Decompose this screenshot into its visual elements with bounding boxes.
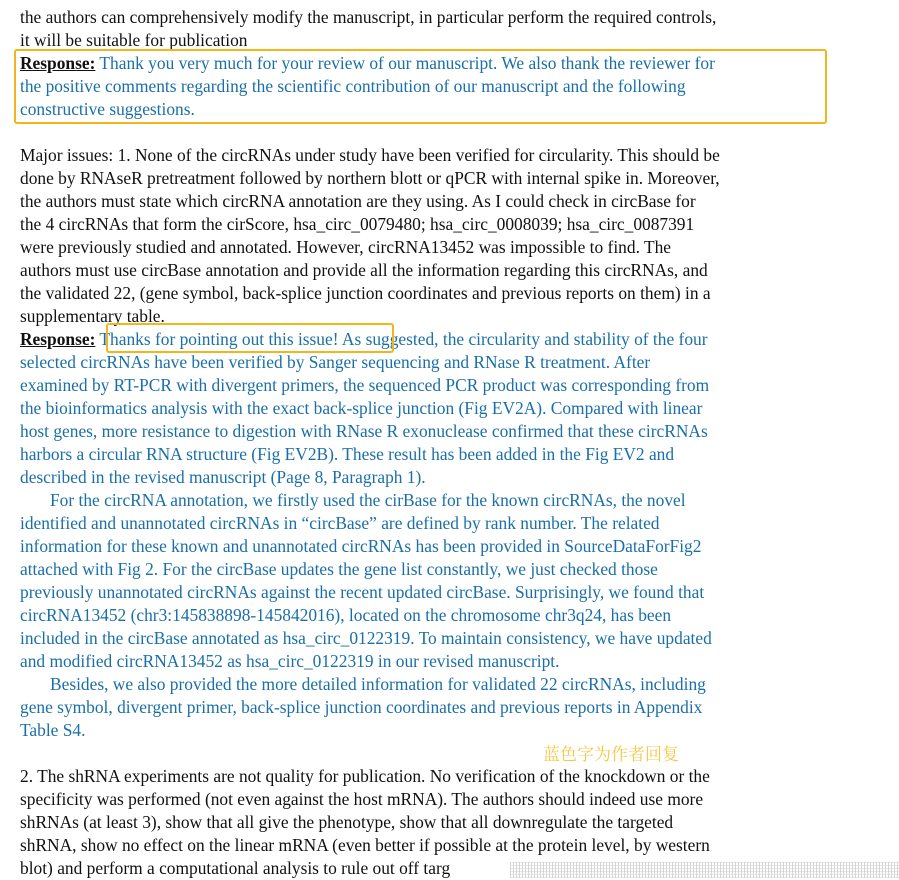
response-label: Response: bbox=[20, 53, 96, 73]
response2-line: described in the revised manuscript (Page 8, Paragraph 1). bbox=[20, 467, 426, 487]
review-document bbox=[20, 6, 835, 880]
major-issues-line: the 4 circRNAs that form the cirScore, hsa_circ_0079480; hsa_circ_0008039; hsa_circ_0087391 bbox=[20, 214, 695, 234]
major-issues-line: done by RNAseR pretreatment followed by northern blott or qPCR with internal spike in. Moreover, bbox=[20, 168, 720, 188]
major-issues-line: the authors must state which circRNA annotation are they using. As I could check in circBase for bbox=[20, 191, 696, 211]
intro-line: it will be suitable for publication bbox=[20, 30, 248, 50]
issue2-line: 2. The shRNA experiments are not quality for publication. No verification of the knockdown or the bbox=[20, 766, 710, 786]
response1-line: the positive comments regarding the scientific contribution of our manuscript and the following bbox=[20, 76, 686, 96]
response2-line: information for these known and unannotated circRNAs has been provided in SourceDataForFig2 bbox=[20, 536, 702, 556]
response2-line: the bioinformatics analysis with the exact back-splice junction (Fig EV2A). Compared with linear bbox=[20, 398, 703, 418]
paragraph-gap bbox=[20, 742, 835, 765]
response2-line: included in the circBase annotated as hsa_circ_0122319. To maintain consistency, we have updated bbox=[20, 628, 712, 648]
issue2-line: shRNAs (at least 3), show that all give the phenotype, show that all downregulate the targeted bbox=[20, 812, 674, 832]
response1-line: constructive suggestions. bbox=[20, 99, 195, 119]
response2-line: selected circRNAs have been verified by Sanger sequencing and RNase R treatment. After bbox=[20, 352, 651, 372]
pixelated-overlay bbox=[510, 862, 899, 878]
response1-line bbox=[20, 52, 835, 75]
response2-line: harbors a circular RNA structure (Fig EV2B). These result has been added in the Fig EV2 and bbox=[20, 444, 675, 464]
paragraph-gap bbox=[20, 121, 835, 144]
response2-line: circRNA13452 (chr3:145838898-145842016), located on the chromosome chr3q24, has been bbox=[20, 605, 672, 625]
response2-line: attached with Fig 2. For the circBase updates the gene list constantly, we just checked those bbox=[20, 559, 658, 579]
major-issues-line: authors must use circBase annotation and provide all the information regarding this circRNAs, and bbox=[20, 260, 708, 280]
author-reply-annotation: 蓝色字为作者回复 bbox=[543, 745, 679, 765]
response2-text: As suggested, the circularity and stability of the four bbox=[338, 329, 708, 349]
issue2-line: shRNA, show no effect on the linear mRNA (even better if possible at the protein level, by western bbox=[20, 835, 710, 855]
response-label: Response: bbox=[20, 329, 96, 349]
issue2-line: specificity was performed (not even against the host mRNA). The authors should indeed use more bbox=[20, 789, 704, 809]
response1-text: Thank you very much for your review of our manuscript. We also thank the reviewer for bbox=[95, 53, 715, 73]
response2-line: Besides, we also provided the more detailed information for validated 22 circRNAs, including bbox=[50, 674, 706, 694]
intro-line: the authors can comprehensively modify the manuscript, in particular perform the required controls, bbox=[20, 7, 717, 27]
response2-line: previously unannotated circRNAs against the recent updated circBase. Surprisingly, we found that bbox=[20, 582, 705, 602]
response2-line: identified and unannotated circRNAs in “circBase” are defined by rank number. The related bbox=[20, 513, 660, 533]
response2-line: Table S4. bbox=[20, 720, 86, 740]
major-issues-line: were previously studied and annotated. However, circRNA13452 was impossible to find. The bbox=[20, 237, 671, 257]
major-issues-line: Major issues: 1. None of the circRNAs under study have been verified for circularity. This should be bbox=[20, 145, 720, 165]
major-issues-line: the validated 22, (gene symbol, back-splice junction coordinates and previous reports on them) in a bbox=[20, 283, 711, 303]
response2-line: and modified circRNA13452 as hsa_circ_0122319 in our revised manuscript. bbox=[20, 651, 560, 671]
issue2-line: blot) and perform a computational analysis to rule out off targ bbox=[20, 858, 451, 878]
major-issues-line: supplementary table. bbox=[20, 306, 165, 326]
response2-line: gene symbol, divergent primer, back-splice junction coordinates and previous reports in Appendix bbox=[20, 697, 703, 717]
response2-line: host genes, more resistance to digestion with RNase R exonuclease confirmed that these circRNAs bbox=[20, 421, 708, 441]
response2-line: examined by RT-PCR with divergent primers, the sequenced PCR product was corresponding from bbox=[20, 375, 710, 395]
response2-line: For the circRNA annotation, we firstly used the cirBase for the known circRNAs, the novel bbox=[50, 490, 686, 510]
response2-line bbox=[20, 328, 835, 351]
response2-highlight-text: Thanks for pointing out this issue! bbox=[95, 329, 339, 349]
